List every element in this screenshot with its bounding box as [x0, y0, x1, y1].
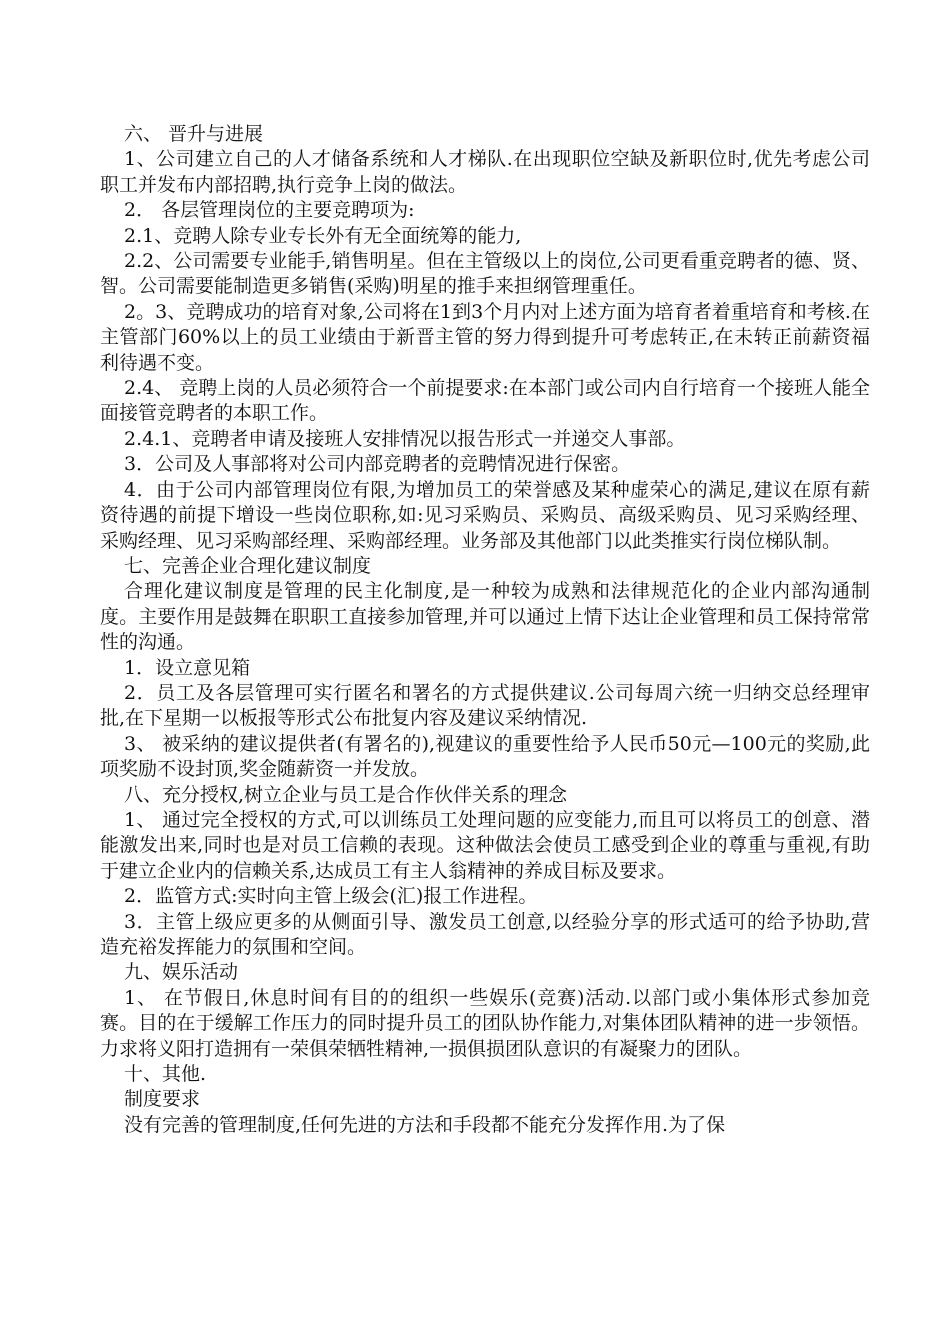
section-heading: 十、其他. — [124, 1063, 207, 1086]
paragraph: 3、 被采纳的建议提供者(有署名的),视建议的重要性给予人民币50元—100元的奖励,此项奖励不设封顶,奖金随薪资一并发放。 — [100, 732, 870, 781]
paragraph: 没有完善的管理制度,任何先进的方法和手段都不能充分发挥作用.为了保 — [124, 1113, 726, 1136]
paragraph: 1、 通过完全授权的方式,可以训练员工处理问题的应变能力,而且可以将员工的创意、潜能激发出来,同时也是对员工信赖的表现。这种做法会使员工感受到企业的尊重与重视,有助于建立企业内的信赖关系,达成员工有主人翁精神的养成目标及要求。 — [100, 808, 870, 882]
paragraph: 1、 在节假日,休息时间有目的的组织一些娱乐(竞赛)活动.以部门或小集体形式参加竞赛。目的在于缓解工作压力的同时提升员工的团队协作能力,对集体团队精神的进一步领悟。力求将义阳打造拥有一荣俱荣牺牲精神,一损俱损团队意识的有凝聚力的团队。 — [100, 986, 870, 1060]
paragraph: 2.1、竞聘人除专业专长外有无全面统筹的能力, — [124, 224, 522, 247]
paragraph: 合理化建议制度是管理的民主化制度,是一种较为成熟和法律规范化的企业内部沟通制度。主要作用是鼓舞在职职工直接参加管理,并可以通过上情下达让企业管理和员工保持常常性的沟通。 — [100, 580, 870, 654]
paragraph: 制度要求 — [124, 1088, 201, 1111]
section-heading: 九、娱乐活动 — [124, 961, 239, 984]
paragraph: 2． 各层管理岗位的主要竞聘项为: — [124, 199, 415, 222]
paragraph: 1、公司建立自己的人才储备系统和人才梯队.在出现职位空缺及新职位时,优先考虑公司职工并发布内部招聘,执行竞争上岗的做法。 — [100, 148, 870, 196]
paragraph: 2.4.1、竞聘者申请及接班人安排情况以报告形式一并递交人事部。 — [124, 427, 686, 450]
paragraph: 2.2、公司需要专业能手,销售明星。但在主管级以上的岗位,公司更看重竞聘者的德、贤、智。公司需要能制造更多销售(采购)明星的推手来担纲管理重任。 — [100, 250, 870, 298]
section-heading: 七、完善企业合理化建议制度 — [124, 554, 372, 577]
paragraph: 4．由于公司内部管理岗位有限,为增加员工的荣誉感及某种虚荣心的满足,建议在原有薪资待遇的前提下增设一些岗位职称,如:见习采购员、采购员、高级采购员、见习采购经理、采购经理、见习采购部经理、采购部经理。业务部及其他部门以此类推实行岗位梯队制。 — [100, 478, 870, 552]
paragraph: 1．设立意见箱 — [124, 656, 251, 679]
paragraph: 2．监管方式:实时向主管上级会(汇)报工作进程。 — [124, 885, 538, 908]
section-heading: 六、 晋升与进展 — [124, 123, 264, 145]
paragraph: 3．公司及人事部将对公司内部竞聘者的竞聘情况进行保密。 — [124, 453, 631, 476]
paragraph: 2．员工及各层管理可实行匿名和署名的方式提供建议.公司每周六统一归纳交总经理审批,在下星期一以板报等形式公布批复内容及建议采纳情况. — [100, 681, 870, 730]
paragraph: 2。3、竞聘成功的培育对象,公司将在1到3个月内对上述方面为培育者着重培育和考核.在主管部门60%以上的员工业绩由于新晋主管的努力得到提升可考虑转正,在未转正前薪资福利待遇不变。 — [100, 300, 870, 374]
section-heading: 八、充分授权,树立企业与员工是合作伙伴关系的理念 — [124, 783, 568, 806]
paragraph: 3．主管上级应更多的从侧面引导、激发员工创意,以经验分享的形式适可的给予协助,营造充裕发挥能力的氛围和空间。 — [100, 910, 870, 958]
paragraph: 2.4、 竞聘上岗的人员必须符合一个前提要求:在本部门或公司内自行培育一个接班人能全面接管竞聘者的本职工作。 — [100, 377, 870, 425]
